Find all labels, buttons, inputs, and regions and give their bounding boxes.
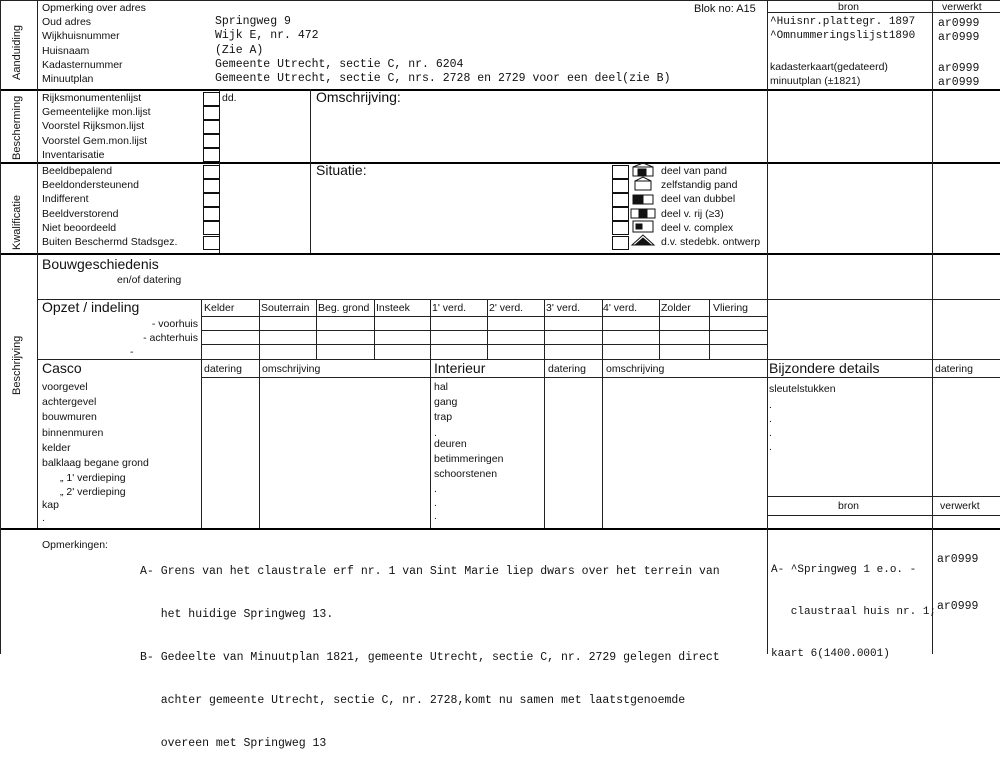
label-opmerking-adres: Opmerking over adres [42,2,146,14]
omschrijving-label: Omschrijving: [316,89,401,105]
opmerking-bron-line: claustraal huis nr. 1; [771,606,937,618]
checkbox-beeldverstorend[interactable] [203,207,220,221]
verwerkt-line: ar0999 [938,76,980,89]
verwerkt-header: verwerkt [942,1,982,13]
col-3-verd: 3' verd. [546,302,581,314]
interieur-item: trap [434,411,453,424]
bescherming-item: Voorstel Gem.mon.lijst [42,134,148,147]
checkbox-buiten-beschermd[interactable] [203,236,220,250]
checkbox-gemeentelijk[interactable] [203,106,220,120]
value-opmerking-adres [215,1,670,15]
interieur-list [434,380,503,522]
col-zolder: Zolder [661,302,691,314]
bijzondere-list [769,382,836,454]
casco-datering-header: datering [204,363,242,375]
opmerking-line: achter gemeente Utrecht, sectie C, nr. 2728,komt nu samen met laatstgenoemde [140,694,686,707]
checkbox-beeldondersteunend[interactable] [203,179,220,193]
bijzondere-item: . [769,413,772,425]
opzet-rows [120,317,198,345]
label-oud-adres: Oud adres [42,16,92,29]
row-house-icon [631,209,655,218]
verwerkt-line: ar0999 [938,17,980,30]
kwalificatie-item: Beeldondersteunend [42,179,139,192]
checkbox-voorstel-rijks[interactable] [203,120,220,134]
casco-item: „ 2' verdieping [60,485,126,498]
opmerking-line: overeen met Springweg 13 [140,737,327,750]
aanduiding-bron [770,15,915,88]
situatie-icons [630,163,658,253]
casco-item: bouwmuren [42,411,97,424]
opzet-row-achterhuis: - achterhuis [143,332,198,344]
checkbox-zelfstandig-pand[interactable] [612,179,629,193]
dd-label: dd. [222,92,237,104]
opmerking-verwerkt: ar0999 [937,553,979,566]
side-label-beschrijving: Beschrijving [11,335,23,395]
bescherming-list [42,91,151,162]
house-part-icon [633,163,653,176]
value-kadasternummer: Gemeente Utrecht, sectie C, nr. 6204 [215,57,464,71]
bron-header: bron [838,1,860,13]
kwalificatie-list [42,164,177,249]
checkbox-rijksmonument[interactable] [203,92,220,106]
interieur-item: . [434,426,437,439]
situatie-option: deel v. rij (≥3) [661,207,724,220]
blok-number: Blok no: A15 [694,3,756,15]
bouwgeschiedenis-sub: en/of datering [117,274,182,286]
interieur-item: betimmeringen [434,452,504,465]
opmerking-line: A- Grens van het claustrale erf nr. 1 van Sint Marie liep dwars over het terrein van [140,565,720,578]
situatie-option: deel van pand [661,165,727,177]
kwalificatie-item: Buiten Beschermd Stadsgez. [42,235,178,248]
situatie-option: zelfstandig pand [661,179,738,192]
opmerking-bron-line: A- ^Springweg 1 e.o. - [771,564,917,576]
bijzondere-item: . [769,427,772,439]
opzet-row-voorhuis: - voorhuis [151,318,198,330]
value-wijkhuisnummer: Wijk E, nr. 472 [215,29,319,43]
interieur-title: Interieur [434,360,486,376]
col-vliering: Vliering [713,302,749,314]
opmerkingen-bron [771,535,936,675]
casco-title: Casco [42,360,82,376]
side-label-kwalificatie: Kwalificatie [11,194,23,250]
col-2-verd: 2' verd. [489,302,524,314]
casco-item: voorgevel [42,381,88,393]
kwalificatie-item: Niet beoordeeld [42,221,117,234]
checkbox-stedebk-ontwerp[interactable] [612,236,629,250]
interieur-omschrijving-header: omschrijving [606,363,665,375]
casco-item: binnenmuren [42,426,104,439]
col-4-verd: 4' verd. [603,302,638,314]
checkbox-deel-v-rij[interactable] [612,207,629,221]
checkbox-deel-van-pand[interactable] [612,165,629,179]
casco-list [42,380,149,525]
bron-line: kadasterkaart(gedateerd) [770,61,888,73]
casco-item: kap [42,498,59,511]
urban-design-icon [632,235,654,245]
checkbox-inventarisatie[interactable] [203,148,220,162]
checkbox-niet-beoordeeld[interactable] [203,221,220,235]
opmerkingen-text [140,537,720,766]
situatie-option: deel van dubbel [661,193,736,206]
value-oud-adres: Springweg 9 [215,15,291,29]
aanduiding-verwerkt [938,17,979,90]
bijzondere-datering-header: datering [935,363,973,375]
bron-line: ^Omnummeringslijst1890 [770,30,916,42]
label-wijkhuisnummer: Wijkhuisnummer [42,30,120,43]
interieur-item: deuren [434,437,467,450]
bijzondere-title: Bijzondere details [769,360,880,376]
interieur-item: . [434,509,437,522]
bron-line [770,48,915,60]
value-minuutplan: Gemeente Utrecht, sectie C, nrs. 2728 en 2729 voor een deel(zie B) [215,71,671,85]
casco-item: . [42,512,45,525]
label-huisnaam: Huisnaam [42,44,90,57]
col-kelder: Kelder [204,302,235,314]
interieur-datering-header: datering [548,363,586,375]
checkbox-indifferent[interactable] [203,193,220,207]
checkbox-deel-v-complex[interactable] [612,221,629,235]
aanduiding-values [215,1,670,86]
checkbox-deel-van-dubbel[interactable] [612,193,629,207]
col-1-verd: 1' verd. [432,302,467,314]
opmerking-bron-line: kaart 6(1400.0001) [771,648,890,660]
opzet-title: Opzet / indeling [42,299,140,315]
bijzondere-item: . [769,441,772,453]
situatie-option: deel v. complex [661,221,734,234]
double-house-icon [633,195,653,204]
side-label-bescherming: Bescherming [11,95,23,160]
casco-item: kelder [42,441,71,454]
casco-item: „ 1' verdieping [60,472,126,485]
bescherming-item: Voorstel Rijksmon.lijst [42,120,145,133]
col-insteek: Insteek [376,302,410,314]
situatie-label: Situatie: [316,162,367,178]
interieur-item: . [434,496,437,509]
value-huisnaam: (Zie A) [215,43,264,57]
bijzondere-item: . [769,399,772,411]
verwerkt-line: ar0999 [938,62,980,75]
bijzondere-verwerkt-header: verwerkt [940,500,980,512]
casco-item: achtergevel [42,396,97,409]
opzet-row-empty: - [130,346,134,358]
interieur-item: hal [434,381,449,393]
bescherming-item: Gemeentelijke mon.lijst [42,106,151,119]
interieur-item: gang [434,396,458,409]
label-kadasternummer: Kadasternummer [42,58,123,71]
bescherming-item: Inventarisatie [42,148,105,161]
verwerkt-line: ar0999 [938,31,980,44]
bijzondere-item: sleutelstukken [769,383,836,395]
kwalificatie-item: Indifferent [42,193,89,206]
checkbox-voorstel-gem[interactable] [203,134,220,148]
opmerkingen-label: Opmerkingen: [42,539,108,551]
kwalificatie-item: Beeldverstorend [42,207,119,220]
bouwgeschiedenis-title: Bouwgeschiedenis [42,256,159,272]
label-minuutplan: Minuutplan [42,72,94,85]
opmerking-line: B- Gedeelte van Minuutplan 1821, gemeente Utrecht, sectie C, nr. 2729 gelegen direct [140,651,720,664]
opzet-header [201,302,767,316]
side-label-aanduiding: Aanduiding [11,24,23,80]
bijzondere-bron-header: bron [838,500,860,512]
aanduiding-labels [42,1,146,86]
house-icon [635,177,651,190]
interieur-item: . [434,483,437,496]
bescherming-item: Rijksmonumentenlijst [42,92,142,104]
col-souterrain: Souterrain [261,302,310,314]
complex-icon [633,221,653,232]
bron-line: ^Huisnr.plattegr. 1897 [770,16,916,28]
casco-omschrijving-header: omschrijving [262,363,321,375]
interieur-item: schoorstenen [434,467,498,480]
bron-line: minuutplan (±1821) [770,75,861,87]
casco-item: balklaag begane grond [42,456,149,469]
checkbox-beeldbepalend[interactable] [203,165,220,179]
col-beg-grond: Beg. grond [318,302,370,314]
opmerking-verwerkt: ar0999 [937,600,979,613]
kwalificatie-item: Beeldbepalend [42,165,113,177]
situatie-options [661,164,760,249]
situatie-option: d.v. stedebk. ontwerp [661,235,761,248]
opmerking-line: het huidige Springweg 13. [140,608,334,621]
